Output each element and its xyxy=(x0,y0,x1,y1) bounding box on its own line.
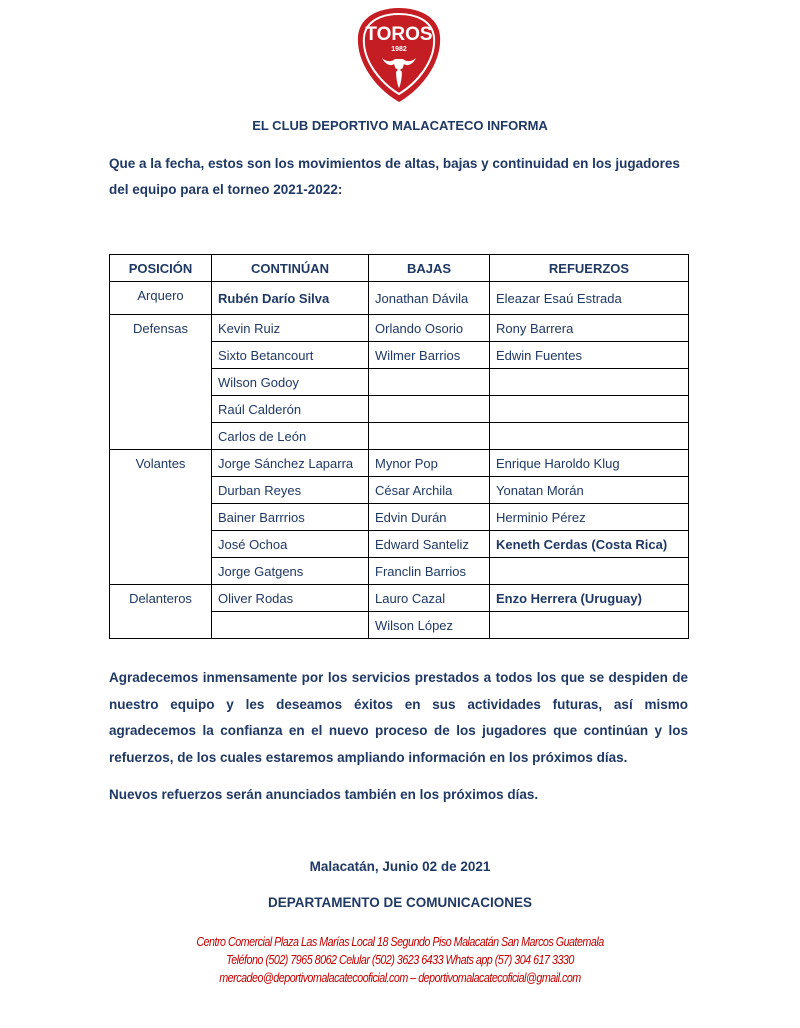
continue-cell: Carlos de León xyxy=(212,423,369,450)
continue-cell: Bainer Barrrios xyxy=(212,504,369,531)
reinforcement-cell xyxy=(490,396,689,423)
department-signature: DEPARTAMENTO DE COMUNICACIONES xyxy=(267,895,532,910)
departure-cell: Franclin Barrios xyxy=(369,558,490,585)
position-cell: Defensas xyxy=(110,315,212,450)
club-logo xyxy=(356,6,442,104)
reinforcement-cell: Herminio Pérez xyxy=(490,504,689,531)
announcement-heading: EL CLUB DEPORTIVO MALACATECO INFORMA xyxy=(252,118,548,133)
reinforcement-cell: Keneth Cerdas (Costa Rica) xyxy=(490,531,689,558)
departure-cell xyxy=(369,396,490,423)
header-position: POSICIÓN xyxy=(110,255,212,282)
continue-cell: Jorge Sánchez Laparra xyxy=(212,450,369,477)
table-row xyxy=(110,450,689,477)
departure-cell: Lauro Cazal xyxy=(369,585,490,612)
departure-cell: Mynor Pop xyxy=(369,450,490,477)
departure-cell: Edward Santeliz xyxy=(369,531,490,558)
departure-cell: Edvin Durán xyxy=(369,504,490,531)
footer-phones: Teléfono (502) 7965 8062 Celular (502) 3623 6433 Whats app (57) 304 617 3330 xyxy=(226,953,574,967)
departure-cell: Orlando Osorio xyxy=(369,315,490,342)
date-line: Malacatán, Junio 02 de 2021 xyxy=(309,859,491,874)
reinforcement-cell: Eleazar Esaú Estrada xyxy=(490,282,689,315)
footer-address: Centro Comercial Plaza Las Marías Local 18 Segundo Piso Malacatán San Marcos Guatemala xyxy=(196,935,604,949)
intro-text: Que a la fecha, estos son los movimientos de altas, bajas y continuidad en los jugadores del equipo para el torneo 2021-2022: xyxy=(109,156,680,197)
header-departures: BAJAS xyxy=(369,255,490,282)
position-cell: Arquero xyxy=(110,282,212,315)
position-cell: Delanteros xyxy=(110,585,212,639)
reinforcements-note: Nuevos refuerzos serán anunciados también en los próximos días. xyxy=(109,787,539,802)
table-header-row xyxy=(110,255,689,282)
reinforcement-cell xyxy=(490,558,689,585)
reinforcement-cell xyxy=(490,369,689,396)
reinforcement-cell xyxy=(490,423,689,450)
continue-cell: Oliver Rodas xyxy=(212,585,369,612)
thanks-paragraph: Agradecemos inmensamente por los servicios prestados a todos los que se despiden de nuestro equipo y les deseamos éxitos en sus actividades futuras, así mismo agradecemos la confianza en el nuevo proceso de los jugadores que continúan y los refuerzos, de los cuales estaremos ampliando información en los próximos días. xyxy=(109,670,688,765)
position-cell: Volantes xyxy=(110,450,212,585)
reinforcement-cell: Yonatan Morán xyxy=(490,477,689,504)
continue-cell: José Ochoa xyxy=(212,531,369,558)
table-row xyxy=(110,585,689,612)
departure-cell: Wilson López xyxy=(369,612,490,639)
roster-table xyxy=(109,254,689,639)
header-continue: CONTINÚAN xyxy=(212,255,369,282)
reinforcement-cell: Enrique Haroldo Klug xyxy=(490,450,689,477)
reinforcement-cell: Rony Barrera xyxy=(490,315,689,342)
table-row xyxy=(110,282,689,315)
footer-emails: mercadeo@deportivomalacatecooficial.com – deportivomalacatecoficial@gmail.com xyxy=(219,971,581,985)
header-reinforcements: REFUERZOS xyxy=(490,255,689,282)
continue-cell: Sixto Betancourt xyxy=(212,342,369,369)
continue-cell: Durban Reyes xyxy=(212,477,369,504)
table-row xyxy=(110,315,689,342)
reinforcement-cell xyxy=(490,612,689,639)
departure-cell: César Archila xyxy=(369,477,490,504)
logo-name: TOROS xyxy=(365,24,433,45)
reinforcement-cell: Enzo Herrera (Uruguay) xyxy=(490,585,689,612)
continue-cell xyxy=(212,612,369,639)
departure-cell xyxy=(369,369,490,396)
continue-cell: Rubén Darío Silva xyxy=(212,282,369,315)
continue-cell: Raúl Calderón xyxy=(212,396,369,423)
departure-cell: Wilmer Barrios xyxy=(369,342,490,369)
departure-cell xyxy=(369,423,490,450)
logo-year: 1982 xyxy=(391,46,407,53)
continue-cell: Jorge Gatgens xyxy=(212,558,369,585)
departure-cell: Jonathan Dávila xyxy=(369,282,490,315)
continue-cell: Kevin Ruiz xyxy=(212,315,369,342)
reinforcement-cell: Edwin Fuentes xyxy=(490,342,689,369)
continue-cell: Wilson Godoy xyxy=(212,369,369,396)
